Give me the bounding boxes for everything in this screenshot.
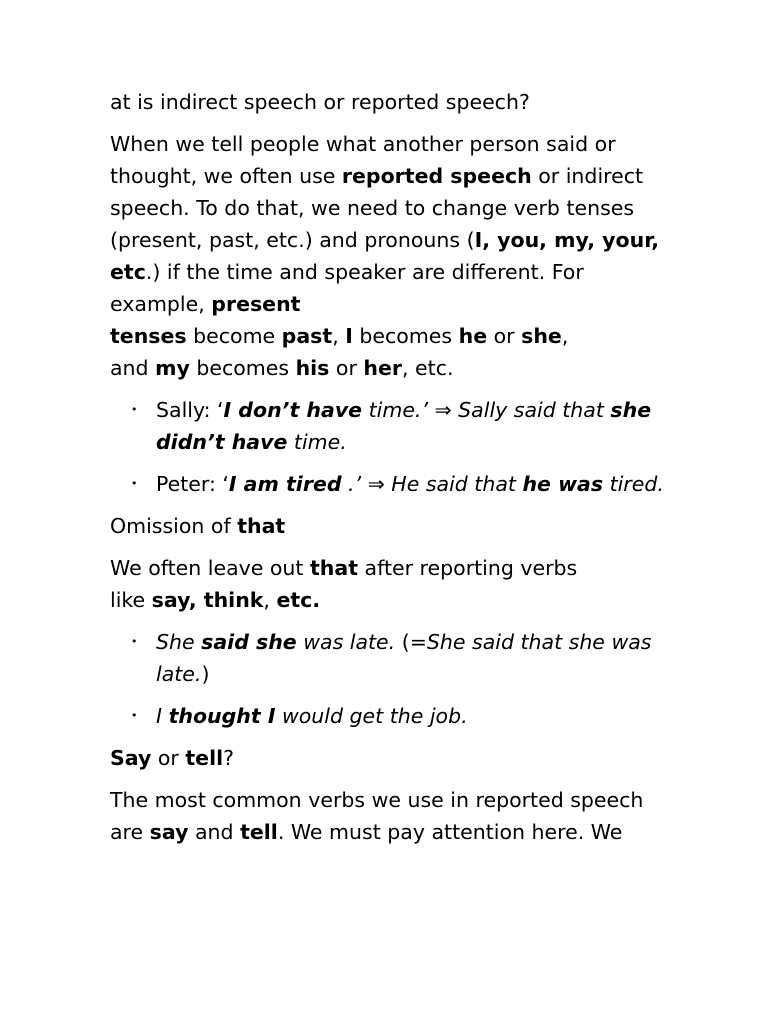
example-list-tenses <box>110 394 670 500</box>
omission-heading: Omission of that <box>110 514 286 538</box>
omission-paragraph: We often leave out that after reporting verbs like say, think, etc. <box>110 556 578 612</box>
section-heading: at is indirect speech or reported speech? <box>110 90 530 114</box>
list-item: • Sally: ‘I don’t have time.’ ⇒ Sally said that she didn’t have time. <box>156 394 670 458</box>
list-item: • I thought I would get the job. <box>156 700 670 732</box>
example-list-omission <box>110 626 670 732</box>
say-tell-paragraph: The most common verbs we use in reported speech are say and tell. We must pay attention here. We <box>110 788 644 844</box>
say-tell-heading: Say or tell? <box>110 746 235 770</box>
document-body <box>110 86 670 858</box>
intro-paragraph: When we tell people what another person said or thought, we often use reported speech or indirect speech. To do that, we need to change verb tenses (present, past, etc.) and pronouns (I, you, my, your, etc.) if the time and speaker are different. For example, present tenses become past, I becomes he or she, and my becomes his or her, etc. <box>110 132 660 380</box>
list-item: • Peter: ‘I am tired .’ ⇒ He said that he was tired. <box>156 468 670 500</box>
list-item: • She said she was late. (=She said that she was late.) <box>156 626 670 690</box>
